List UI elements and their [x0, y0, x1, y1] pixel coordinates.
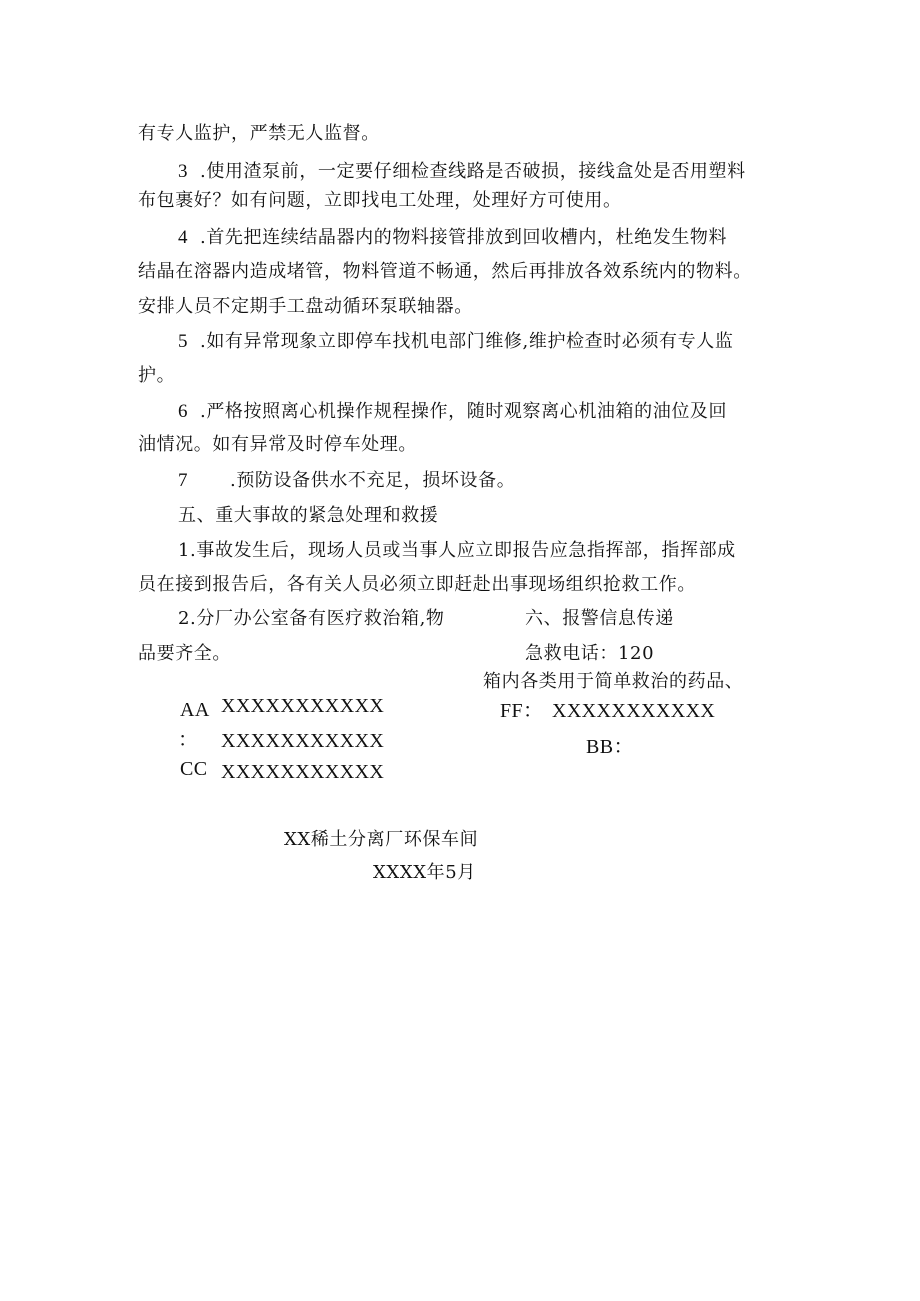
contact-label: ： — [178, 729, 199, 751]
paragraph-line: 箱内各类用于简单救治的药品、 — [483, 671, 744, 692]
signature-date: XXXX年5月 — [373, 862, 476, 883]
list-item-text: .预防设备供水不充足，损坏设备。 — [230, 470, 516, 491]
contact-value: XXXXXXXXXXX — [552, 700, 716, 722]
contact-label: BB： — [586, 736, 634, 758]
paragraph-line: 1.事故发生后，现场人员或当事人应立即报告应急指挥部，指挥部成 — [178, 540, 736, 561]
list-item-number: 5 — [178, 331, 189, 352]
paragraph-line: 品要齐全。 — [138, 643, 231, 664]
list-item-number: 7 — [178, 470, 189, 491]
contact-label: FF： — [500, 700, 544, 722]
contact-value: XXXXXXXXXXX — [221, 730, 385, 752]
list-item-text: 布包裹好？如有问题，立即找电工处理，处理好方可使用。 — [138, 190, 622, 211]
list-item-number: 4 — [178, 227, 189, 248]
list-item-text: .使用渣泵前，一定要仔细检查线路是否破损，接线盒处是否用塑料 — [200, 161, 746, 182]
list-item-number: 3 — [178, 161, 189, 182]
list-item-text: .严格按照离心机操作规程操作，随时观察离心机油箱的油位及回 — [200, 401, 728, 422]
contact-value: XXXXXXXXXXX — [221, 761, 385, 783]
list-item-text: .首先把连续结晶器内的物料接管排放到回收槽内，杜绝发生物料 — [200, 227, 728, 248]
list-item-text: 安排人员不定期手工盘动循环泵联轴器。 — [138, 296, 473, 317]
paragraph-line: 2.分厂办公室备有医疗救治箱,物 — [178, 608, 445, 629]
paragraph-line: 员在接到报告后，各有关人员必须立即赶赴出事现场组织抢救工作。 — [138, 574, 696, 595]
list-item-text: 护。 — [138, 365, 176, 386]
list-item-text: 结晶在溶器内造成堵管，物料管道不畅通，然后再排放各效系统内的物料。 — [138, 261, 752, 282]
list-item-text: 油情况。如有异常及时停车处理。 — [138, 434, 417, 455]
emergency-phone: 急救电话：120 — [525, 643, 655, 664]
paragraph-line: 有专人监护，严禁无人监督。 — [138, 123, 380, 144]
contact-label: CC — [180, 758, 208, 780]
section-heading: 五、重大事故的紧急处理和救援 — [178, 505, 439, 526]
contact-value: XXXXXXXXXXX — [221, 695, 385, 717]
signature-organization: XX稀土分离厂环保车间 — [284, 829, 479, 850]
list-item-number: 6 — [178, 401, 189, 422]
contact-label: AA — [180, 699, 210, 721]
section-heading: 六、报警信息传递 — [525, 608, 674, 629]
list-item-text: .如有异常现象立即停车找机电部门维修,维护检查时必须有专人监 — [200, 331, 734, 352]
